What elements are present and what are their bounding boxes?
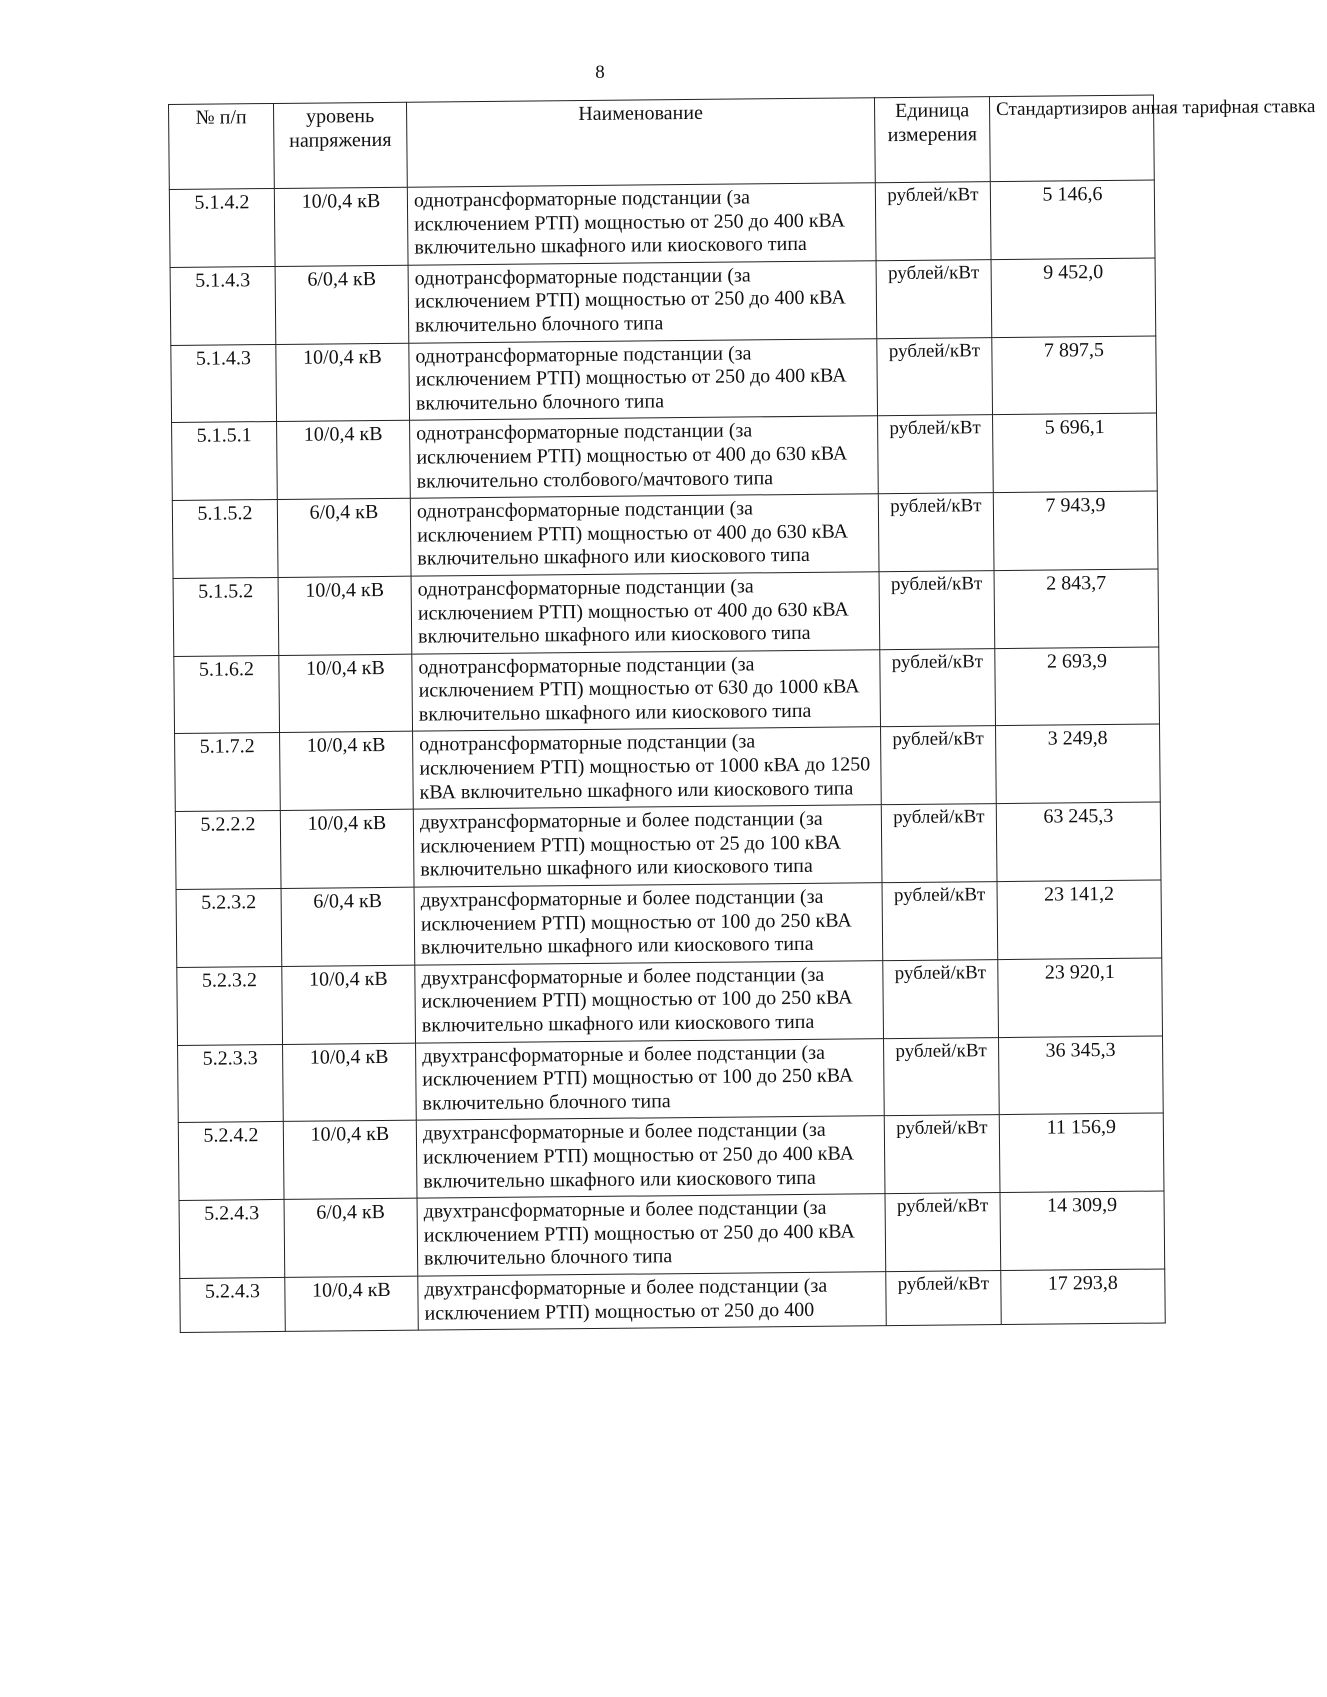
row-voltage: 10/0,4 кВ	[278, 576, 412, 655]
row-rate: 23 141,2	[997, 880, 1162, 959]
table-row	[178, 1036, 1164, 1123]
row-rate: 23 920,1	[998, 958, 1163, 1037]
row-number: 5.1.5.2	[172, 500, 278, 579]
row-unit: рублей/кВт	[878, 415, 994, 494]
row-unit: рублей/кВт	[879, 570, 995, 649]
row-voltage: 10/0,4 кВ	[279, 654, 413, 733]
row-number: 5.2.4.3	[180, 1277, 286, 1332]
row-name: двухтрансформаторные и более подстанции (за исключением РТП) мощностью от 100 до 250 кВА включительно блочного типа	[416, 1038, 885, 1120]
row-unit: рублей/кВт	[886, 1270, 1002, 1325]
row-name: однотрансформаторные подстанции (за исключением РТП) мощностью от 400 до 630 кВА включительно столбового/мачтового типа	[410, 416, 879, 498]
row-number: 5.2.3.2	[176, 888, 282, 967]
row-number: 5.1.5.2	[173, 577, 279, 656]
row-rate: 17 293,8	[1001, 1269, 1166, 1325]
row-unit: рублей/кВт	[878, 493, 994, 572]
table-row	[179, 1191, 1165, 1278]
row-number: 5.1.5.1	[172, 422, 278, 501]
table-row	[172, 413, 1158, 500]
row-unit: рублей/кВт	[875, 182, 991, 261]
table-row	[178, 1113, 1164, 1200]
header-name: Наименование	[406, 98, 875, 187]
table-row	[170, 258, 1156, 345]
row-name: однотрансформаторные подстанции (за исключением РТП) мощностью от 630 до 1000 кВА включительно шкафного или киоскового типа	[412, 649, 881, 731]
table-row	[172, 491, 1158, 578]
row-unit: рублей/кВт	[877, 337, 993, 416]
row-name: однотрансформаторные подстанции (за исключением РТП) мощностью от 400 до 630 кВА включительно шкафного или киоскового типа	[410, 494, 879, 576]
table-row	[177, 958, 1163, 1045]
row-number: 5.1.4.2	[169, 188, 275, 267]
row-rate: 63 245,3	[996, 802, 1161, 881]
row-unit: рублей/кВт	[881, 726, 997, 805]
row-rate: 7 943,9	[993, 491, 1158, 570]
row-number: 5.2.4.2	[178, 1122, 284, 1201]
row-voltage: 10/0,4 кВ	[282, 965, 416, 1044]
row-unit: рублей/кВт	[884, 1115, 1000, 1194]
row-rate: 11 156,9	[999, 1113, 1164, 1192]
row-number: 5.1.4.3	[170, 266, 276, 345]
table-header-row	[169, 95, 1155, 189]
table-row	[175, 802, 1161, 889]
table-body	[169, 180, 1165, 1333]
row-voltage: 6/0,4 кВ	[281, 887, 415, 966]
row-name: однотрансформаторные подстанции (за исключением РТП) мощностью от 1000 кВА до 1250 кВА включительно шкафного или киоскового типа	[413, 727, 882, 809]
header-voltage: уровень напряжения	[273, 102, 407, 188]
row-number: 5.2.3.2	[177, 966, 283, 1045]
row-name: однотрансформаторные подстанции (за исключением РТП) мощностью от 250 до 400 кВА включительно блочного типа	[408, 260, 877, 342]
row-unit: рублей/кВт	[882, 882, 998, 961]
row-rate: 9 452,0	[991, 258, 1156, 337]
row-name: однотрансформаторные подстанции (за исключением РТП) мощностью от 250 до 400 кВА включительно блочного типа	[409, 338, 878, 420]
row-name: однотрансформаторные подстанции (за исключением РТП) мощностью от 400 до 630 кВА включительно шкафного или киоскового типа	[411, 572, 880, 654]
header-number: № п/п	[169, 103, 275, 189]
row-voltage: 6/0,4 кВ	[277, 498, 411, 577]
row-unit: рублей/кВт	[876, 259, 992, 338]
row-voltage: 10/0,4 кВ	[283, 1121, 417, 1200]
row-rate: 36 345,3	[998, 1036, 1163, 1115]
table-row	[180, 1269, 1165, 1333]
row-rate: 14 309,9	[1000, 1191, 1165, 1270]
row-rate: 5 696,1	[993, 413, 1158, 492]
table-row	[174, 647, 1160, 734]
row-voltage: 10/0,4 кВ	[283, 1043, 417, 1122]
row-number: 5.2.3.3	[178, 1044, 284, 1123]
table-row	[173, 569, 1159, 656]
row-voltage: 10/0,4 кВ	[285, 1276, 419, 1331]
row-rate: 2 843,7	[994, 569, 1159, 648]
row-unit: рублей/кВт	[881, 804, 997, 883]
row-number: 5.2.4.3	[179, 1200, 285, 1279]
row-rate: 7 897,5	[992, 336, 1157, 415]
row-name: однотрансформаторные подстанции (за исключением РТП) мощностью от 250 до 400 кВА включительно шкафного или киоскового типа	[407, 183, 876, 265]
row-unit: рублей/кВт	[884, 1037, 1000, 1116]
row-voltage: 10/0,4 кВ	[280, 809, 414, 888]
row-unit: рублей/кВт	[885, 1193, 1001, 1272]
table-row	[169, 180, 1155, 267]
row-name: двухтрансформаторные и более подстанции (за исключением РТП) мощностью от 100 до 250 кВА включительно шкафного или киоскового типа	[414, 883, 883, 965]
table-row	[176, 880, 1162, 967]
row-name: двухтрансформаторные и более подстанции (за исключением РТП) мощностью от 250 до 400	[418, 1272, 886, 1331]
row-voltage: 10/0,4 кВ	[274, 187, 408, 266]
row-number: 5.1.7.2	[175, 733, 281, 812]
row-name: двухтрансформаторные и более подстанции (за исключением РТП) мощностью от 250 до 400 кВА включительно блочного типа	[417, 1194, 886, 1276]
row-name: двухтрансформаторные и более подстанции (за исключением РТП) мощностью от 250 до 400 кВА включительно шкафного или киоскового типа	[416, 1116, 885, 1198]
row-number: 5.1.6.2	[174, 655, 280, 734]
table-row	[175, 724, 1161, 811]
row-unit: рублей/кВт	[880, 648, 996, 727]
row-voltage: 10/0,4 кВ	[280, 732, 414, 811]
row-name: двухтрансформаторные и более подстанции (за исключением РТП) мощностью от 100 до 250 кВА включительно шкафного или киоскового типа	[415, 960, 884, 1042]
row-voltage: 6/0,4 кВ	[275, 265, 409, 344]
header-unit: Единица измерения	[874, 97, 990, 183]
row-voltage: 10/0,4 кВ	[277, 421, 411, 500]
row-rate: 3 249,8	[996, 724, 1161, 803]
tariff-table	[168, 95, 1316, 1334]
row-voltage: 6/0,4 кВ	[284, 1198, 418, 1277]
row-voltage: 10/0,4 кВ	[276, 343, 410, 422]
page-number: 8	[595, 62, 605, 83]
row-rate: 2 693,9	[995, 647, 1160, 726]
table-row	[171, 336, 1157, 423]
header-rate: Стандартизиров анная тарифная ставка	[989, 95, 1154, 182]
row-name: двухтрансформаторные и более подстанции (за исключением РТП) мощностью от 25 до 100 кВА включительно шкафного или киоскового типа	[413, 805, 882, 887]
row-unit: рублей/кВт	[883, 959, 999, 1038]
row-rate: 5 146,6	[990, 180, 1155, 259]
row-number: 5.2.2.2	[175, 811, 281, 890]
row-number: 5.1.4.3	[171, 344, 277, 423]
